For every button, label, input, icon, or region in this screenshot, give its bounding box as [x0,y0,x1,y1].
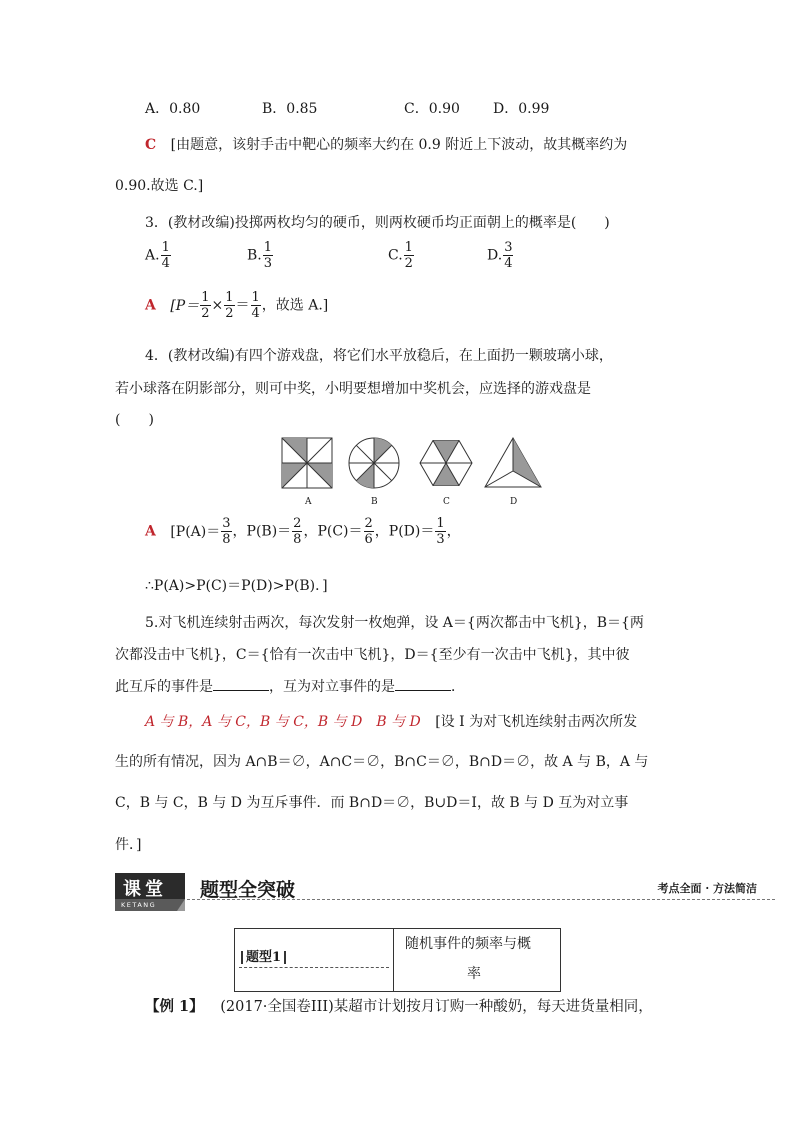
q5-answer-line3: C，B 与 C，B 与 D 为互斥事件．而 B∩D＝∅，B∪D＝I，故 B 与 D 互为对立事 [115,795,629,811]
section-banner [115,873,775,913]
board-a [282,438,332,488]
blank-1 [213,678,269,691]
prob-a-label: [P(A)＝ [170,523,221,540]
q3-option-c [388,241,415,270]
q2-option-d: D．0.99 [493,101,550,117]
q5-text: ，互为对立事件的是 [269,679,395,695]
denominator: 4 [161,256,170,271]
q5-line1: 5.对飞机连续射击两次，每次发射一枚炮弹，设 A＝{两次都击中飞机}，B＝{两 [145,615,644,631]
denominator: 8 [222,532,231,547]
type-tag-underline [239,967,389,968]
q2-answer-text: [由题意，该射手击中靶心的频率大约在 0.9 附近上下波动，故其概率约为 [170,137,628,153]
figure-label-d: D [510,497,518,507]
q2-option-c: C．0.90 [404,101,460,117]
times-sign: × [211,297,224,314]
denominator: 2 [225,306,234,321]
q5-answer-line2: 生的所有情况，因为 A∩B＝∅，A∩C＝∅，B∩C＝∅，B∩D＝∅，故 A 与 B，A 与 [115,754,649,770]
denominator: 2 [201,306,210,321]
option-label: A. [145,247,160,264]
q5-text: ． [451,679,465,695]
numerator: 1 [263,240,273,255]
prob-c-label: ，P(C)＝ [303,523,363,540]
q4-answer [145,517,461,546]
denominator: 4 [504,256,513,271]
section-divider [187,899,775,900]
numerator: 1 [201,290,210,305]
figure-label-b: B [371,497,378,507]
q3-option-b [247,241,274,270]
numerator: 3 [222,516,231,531]
equals-sign: ＝ [235,297,250,314]
option-label: D. [487,247,503,264]
option-label: C. [388,247,403,264]
q4-conclusion: ∴P(A)>P(C)＝P(D)>P(B)．] [145,578,328,594]
type-title-line1: 随机事件的频率与概 [405,936,531,952]
q3-option-d [487,241,514,270]
q3-answer [145,291,328,320]
q3-answer-letter: A [145,297,156,314]
q4-line2: 若小球落在阴影部分，则可中奖，小明要想增加中奖机会，应选择的游戏盘是 [115,381,591,397]
numerator: 1 [225,290,234,305]
section-badge-pinyin: KETANG [121,901,157,909]
prob-d-label: ，P(D)＝ [374,523,435,540]
q2-option-a: A．0.80 [145,101,201,117]
q5-text: 此互斥的事件是 [115,679,213,695]
numerator: 1 [404,240,413,255]
answer-text: ，故选 A.] [261,297,329,314]
numerator: 2 [364,516,373,531]
numerator: 1 [436,516,445,531]
section-right-text: 考点全面 · 方法简洁 [657,882,757,895]
q4-line3: ( ) [115,412,154,428]
game-boards-figure [280,435,545,495]
q5-answer-highlight: A 与 B，A 与 C，B 与 C，B 与 D B 与 D [145,714,421,730]
q2-answer-line2: 0.90.故选 C.] [115,178,204,194]
q2-answer-letter: C [145,137,157,153]
q2-answer [145,134,627,154]
comma: ， [446,523,461,540]
q3-stem: 3．(教材改编)投掷两枚均匀的硬币，则两枚硬币均正面朝上的概率是( ) [145,215,610,231]
denominator: 3 [436,532,445,547]
denominator: 3 [263,256,273,271]
option-label: B. [247,247,262,264]
prob-b-label: ，P(B)＝ [232,523,292,540]
board-c [420,441,472,486]
answer-text: [P＝ [170,297,200,314]
denominator: 2 [404,256,413,271]
numerator: 1 [161,240,170,255]
numerator: 1 [251,290,260,305]
blank-2 [395,678,451,691]
q5-answer-line1 [145,711,637,731]
q2-option-b: B．0.85 [262,101,318,117]
figure-label-c: C [443,497,450,507]
type-tag: 题型1 [241,951,286,964]
type-title-line2: 率 [467,966,481,982]
q5-answer-line4: 件．] [115,837,142,853]
board-d [485,438,541,487]
example-text: (2017·全国卷III)某超市计划按月订购一种酸奶，每天进货量相同， [220,999,653,1015]
denominator: 6 [364,532,373,547]
section-title: 题型全突破 [200,879,296,901]
q5-line3 [115,676,465,696]
example-1 [145,995,653,1016]
figure-label-a: A [305,497,312,507]
board-b [349,438,399,488]
denominator: 4 [251,306,260,321]
numerator: 3 [504,240,513,255]
example-label: 【例 1】 [145,998,204,1015]
q3-option-a [145,241,172,270]
type-box [234,928,561,992]
denominator: 8 [293,532,302,547]
numerator: 2 [293,516,302,531]
q5-line2: 次都没击中飞机}，C＝{恰有一次击中飞机}，D＝{至少有一次击中飞机}，其中彼 [115,647,630,663]
q4-line1: 4．(教材改编)有四个游戏盘，将它们水平放稳后，在上面扔一颗玻璃小球， [145,348,613,364]
q4-answer-letter: A [145,523,156,540]
q5-answer-text: [设 I 为对飞机连续射击两次所发 [435,714,638,730]
type-box-divider [393,929,394,991]
section-badge: 课堂 [123,879,167,900]
